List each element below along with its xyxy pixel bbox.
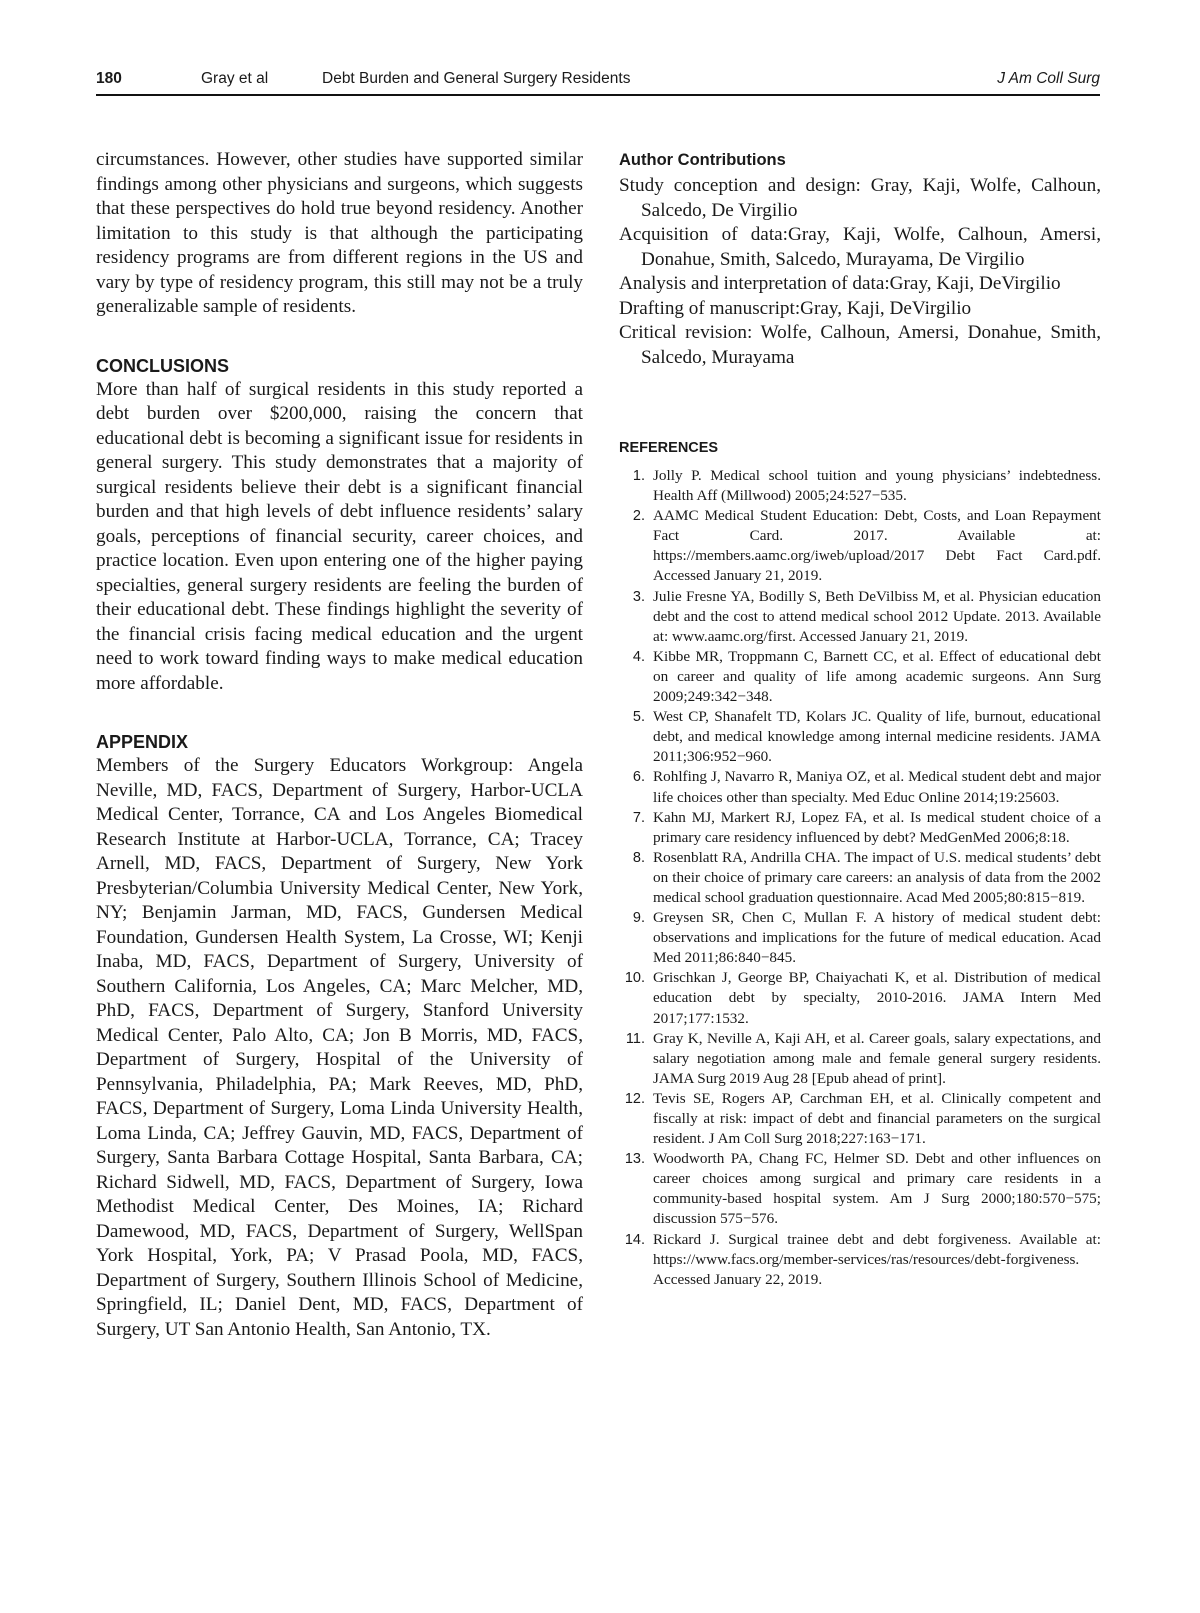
reference-item — [619, 1089, 1101, 1149]
reference-number: 2. — [632, 508, 645, 525]
journal-name: J Am Coll Surg — [997, 70, 1100, 87]
reference-text: Rickard J. Surgical trainee debt and debt forgiveness. Available at: https://www.facs.org/member-services/ras/resources/debt-forgiveness. Accessed January 22, 2019. — [653, 1230, 1101, 1288]
author-contributions-list — [619, 174, 1101, 370]
limitations-paragraph: circumstances. However, other studies have supported similar findings among other physicians and surgeons, which suggests that these perspectives do hold true beyond residency. Another limitation to this study is that although the participating residency programs are from different regions in the US and vary by type of residency program, this still may not be a truly generalizable sample of residents. — [96, 149, 583, 317]
reference-number: 13. — [624, 1151, 645, 1168]
reference-item — [619, 1230, 1101, 1290]
page-number: 180 — [96, 70, 122, 87]
reference-number: 3. — [632, 588, 645, 605]
reference-number: 12. — [624, 1090, 645, 1107]
reference-item — [619, 506, 1101, 586]
reference-text: Julie Fresne YA, Bodilly S, Beth DeVilbiss M, et al. Physician education debt and the cost to attend medical school 2012 Update. 2013. Available at: www.aamc.org/first. Accessed January 21, 2019. — [653, 587, 1101, 645]
reference-text: Rosenblatt RA, Andrilla CHA. The impact of U.S. medical students’ debt on their choice of primary care careers: an analysis of data from the 2002 medical school graduation questionnaire. Acad Med 2005;80:815−819. — [653, 848, 1101, 906]
left-column — [96, 148, 583, 1342]
reference-item — [619, 908, 1101, 968]
reference-item — [619, 848, 1101, 908]
reference-number: 6. — [632, 769, 645, 786]
reference-text: West CP, Shanafelt TD, Kolars JC. Quality of life, burnout, educational debt, and medical knowledge among internal medicine residents. JAMA 2011;306:952−960. — [653, 708, 1101, 766]
running-header — [96, 64, 1100, 96]
reference-text: AAMC Medical Student Education: Debt, Costs, and Loan Repayment Fact Card. 2017. Available at: https://members.aamc.org/iweb/upload/2017 Debt Fact Card.pdf. Accessed January 21, 2019. — [653, 507, 1101, 585]
appendix-paragraph: Members of the Surgery Educators Workgroup: Angela Neville, MD, FACS, Department of Surgery, Harbor-UCLA Medical Center, Torrance, CA and Los Angeles Biomedical Research Institute at Harbor-UCLA, Torrance, CA; Tracey Arnell, MD, FACS, Department of Surgery, New York Presbyterian/Columbia University Medical Center, New York, NY; Benjamin Jarman, MD, FACS, Gundersen Medical Foundation, Gundersen Health System, La Crosse, WI; Kenji Inaba, MD, FACS, Department of Surgery, University of Southern California, Los Angeles, CA; Marc Melcher, MD, PhD, FACS, Department of Surgery, Stanford University Medical Center, Palo Alto, CA; Jon B Morris, MD, FACS, Department of Surgery, Hospital of the University of Pennsylvania, Philadelphia, PA; Mark Reeves, MD, PhD, FACS, Department of Surgery, Loma Linda University Health, Loma Linda, CA; Jeffrey Gauvin, MD, FACS, Department of Surgery, Santa Barbara Cottage Hospital, Santa Barbara, CA; Richard Sidwell, MD, FACS, Department of Surgery, Iowa Methodist Medical Center, Des Moines, IA; Richard Damewood, MD, FACS, Department of Surgery, WellSpan York Hospital, York, PA; V Prasad Poola, MD, FACS, Department of Surgery, Southern Illinois School of Medicine, Springfield, IL; Daniel Dent, MD, FACS, Department of Surgery, UT San Antonio Health, San Antonio, TX. — [96, 755, 583, 1340]
contribution-item: Analysis and interpretation of data:Gray, Kaji, DeVirgilio — [619, 273, 1061, 294]
reference-number: 14. — [624, 1231, 645, 1248]
reference-text: Greysen SR, Chen C, Mullan F. A history of medical student debt: observations and implications for the future of medical education. Acad Med 2011;86:840−845. — [653, 909, 1101, 967]
reference-text: Kibbe MR, Troppmann C, Barnett CC, et al. Effect of educational debt on career and quality of life among academic surgeons. Ann Surg 2009;249:342−348. — [653, 647, 1101, 706]
reference-item — [619, 808, 1101, 848]
reference-number: 10. — [624, 970, 645, 987]
running-title: Debt Burden and General Surgery Residents — [322, 70, 631, 87]
reference-item — [619, 1149, 1101, 1229]
reference-text: Kahn MJ, Markert RJ, Lopez FA, et al. Is medical student choice of a primary care residency influenced by debt? MedGenMed 2006;8:18. — [653, 808, 1101, 846]
reference-number: 1. — [632, 468, 645, 484]
reference-item — [619, 587, 1101, 647]
references-list — [619, 466, 1101, 1290]
author-contributions-heading: Author Contributions — [619, 151, 786, 169]
reference-number: 4. — [632, 648, 645, 665]
conclusions-paragraph: More than half of surgical residents in this study reported a debt burden over $200,000, raising the concern that educational debt is becoming a significant issue for residents in general surgery. This study demonstrates that a majority of surgical residents believe their debt is a significant financial burden and that high levels of debt influence residents’ salary goals, perceptions of financial security, career choices, and practice location. Even upon entering one of the higher paying specialties, general surgery residents are feeling the burden of their educational debt. These findings highlight the severity of the financial crisis facing medical education and the urgent need to work toward finding ways to make medical education more affordable. — [96, 378, 583, 694]
reference-text: Jolly P. Medical school tuition and young physicians’ indebtedness. Health Aff (Millwood) 2005;24:527−535. — [653, 467, 1101, 505]
reference-text: Tevis SE, Rogers AP, Carchman EH, et al. Clinically competent and fiscally at risk: impact of debt and financial parameters on the surgical resident. J Am Coll Surg 2018;227:163−171. — [653, 1089, 1101, 1148]
reference-text: Rohlfing J, Navarro R, Maniya OZ, et al. Medical student debt and major life choices other than specialty. Med Educ Online 2014;19:25603. — [653, 768, 1101, 806]
reference-number: 11. — [625, 1030, 645, 1047]
appendix-heading: APPENDIX — [96, 732, 189, 752]
running-authors: Gray et al — [201, 70, 269, 87]
reference-number: 5. — [632, 709, 645, 726]
reference-item — [619, 968, 1101, 1028]
contribution-item: Study conception and design: Gray, Kaji, Wolfe, Calhoun, Salcedo, De Virgilio — [619, 175, 1101, 221]
reference-text: Gray K, Neville A, Kaji AH, et al. Career goals, salary expectations, and salary negotiation among male and female general surgery residents. JAMA Surg 2019 Aug 28 [Epub ahead of print]. — [653, 1029, 1101, 1087]
conclusions-heading: CONCLUSIONS — [96, 355, 230, 376]
reference-number: 7. — [632, 809, 645, 826]
reference-item — [619, 767, 1101, 807]
references-heading: REFERENCES — [619, 440, 719, 456]
contribution-item: Critical revision: Wolfe, Calhoun, Amersi, Donahue, Smith, Salcedo, Murayama — [619, 322, 1101, 368]
reference-text: Woodworth PA, Chang FC, Helmer SD. Debt and other influences on career choices among surgical and primary care residents in a community-based hospital system. Am J Surg 2000;180:570−575; discussion 575−576. — [653, 1150, 1101, 1228]
reference-item — [619, 1029, 1101, 1089]
reference-item — [619, 466, 1101, 506]
contribution-item: Acquisition of data:Gray, Kaji, Wolfe, Calhoun, Amersi, Donahue, Smith, Salcedo, Murayama, De Virgilio — [619, 224, 1101, 270]
contribution-item: Drafting of manuscript:Gray, Kaji, DeVirgilio — [619, 297, 972, 319]
reference-item — [619, 707, 1101, 767]
reference-text: Grischkan J, George BP, Chaiyachati K, et al. Distribution of medical education debt by specialty, 2010-2016. JAMA Intern Med 2017;177:1532. — [653, 969, 1101, 1027]
right-column — [619, 148, 1101, 1290]
reference-number: 8. — [632, 849, 645, 866]
reference-number: 9. — [632, 910, 645, 927]
reference-item — [619, 647, 1101, 707]
